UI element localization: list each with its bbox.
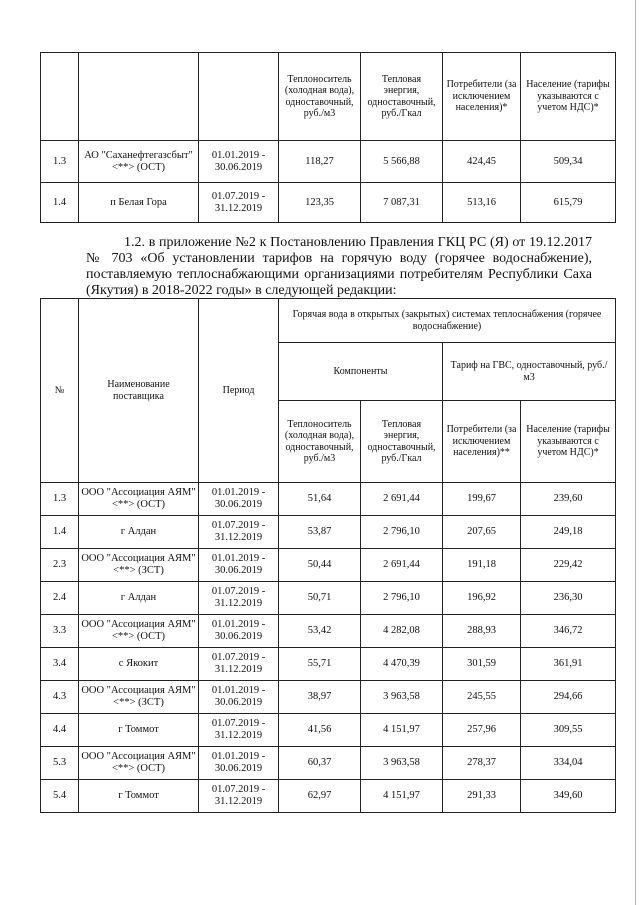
row-number: 5.4	[41, 780, 79, 813]
header-heat-energy: Тепловая энергия, одноставочный, руб./Гкал	[361, 401, 443, 483]
period: 01.07.2019 - 31.12.2019	[199, 714, 279, 747]
consumers-value: 207,65	[443, 516, 521, 549]
table-row	[41, 648, 616, 681]
period: 01.07.2019 - 31.12.2019	[199, 516, 279, 549]
period: 01.01.2019 - 30.06.2019	[199, 681, 279, 714]
heat-carrier-value: 55,71	[279, 648, 361, 681]
heat-carrier-value: 50,44	[279, 549, 361, 582]
population-value: 361,91	[521, 648, 616, 681]
population-value: 294,66	[521, 681, 616, 714]
period: 01.01.2019 - 30.06.2019	[199, 141, 279, 183]
table1-header-population: Население (тарифы указываются с учетом НДС)*	[521, 53, 616, 141]
population-value: 249,18	[521, 516, 616, 549]
table-row	[41, 615, 616, 648]
row-number: 4.4	[41, 714, 79, 747]
population-value: 509,34	[521, 141, 616, 183]
period: 01.01.2019 - 30.06.2019	[199, 615, 279, 648]
header-heat-carrier: Теплоноситель (холодная вода), одноставочный, руб./м3	[279, 401, 361, 483]
consumers-value: 245,55	[443, 681, 521, 714]
row-number: 5.3	[41, 747, 79, 780]
heat-carrier-value: 41,56	[279, 714, 361, 747]
heat-energy-value: 4 151,97	[361, 714, 443, 747]
table1-header-cell	[41, 53, 79, 141]
heat-energy-value: 3 963,58	[361, 681, 443, 714]
table1-header-consumers: Потребители (за исключением населения)*	[443, 53, 521, 141]
hot-water-tariff-table	[40, 298, 616, 813]
period: 01.07.2019 - 31.12.2019	[199, 780, 279, 813]
table-row	[41, 714, 616, 747]
supplier-name: п Белая Гора	[79, 183, 199, 223]
population-value: 334,04	[521, 747, 616, 780]
table1-header-cell	[199, 53, 279, 141]
population-value: 239,60	[521, 483, 616, 516]
heat-carrier-value: 60,37	[279, 747, 361, 780]
supplier-name: ООО "Ассоциация АЯМ" <**> (ЗСТ)	[79, 681, 199, 714]
heat-energy-value: 7 087,31	[361, 183, 443, 223]
heat-energy-value: 2 796,10	[361, 516, 443, 549]
table2-body	[41, 483, 616, 813]
table1-header-heat-energy: Тепловая энергия, одноставочный, руб./Гкал	[361, 53, 443, 141]
consumers-value: 424,45	[443, 141, 521, 183]
table-row	[41, 516, 616, 549]
supplier-name: АО "Саханефтегазсбыт" <**> (ОСТ)	[79, 141, 199, 183]
header-consumers: Потребители (за исключением населения)**	[443, 401, 521, 483]
consumers-value: 291,33	[443, 780, 521, 813]
header-tariff: Тариф на ГВС, одноставочный, руб./м3	[443, 343, 616, 401]
table-row	[41, 780, 616, 813]
table2-header-row	[41, 299, 616, 343]
consumers-value: 191,18	[443, 549, 521, 582]
scan-edge-line	[635, 0, 636, 905]
population-value: 229,42	[521, 549, 616, 582]
consumers-value: 301,59	[443, 648, 521, 681]
population-value: 615,79	[521, 183, 616, 223]
heat-carrier-value: 53,87	[279, 516, 361, 549]
table1-header-row	[41, 53, 616, 141]
table-row	[41, 549, 616, 582]
table-row	[41, 582, 616, 615]
supplier-name: г Томмот	[79, 714, 199, 747]
period: 01.07.2019 - 31.12.2019	[199, 183, 279, 223]
table-row	[41, 483, 616, 516]
heat-energy-value: 2 796,10	[361, 582, 443, 615]
table-row	[41, 141, 616, 183]
paragraph-text: 1.2. в приложение №2 к Постановлению Правления ГКЦ РС (Я) от 19.12.2017 № 703 «Об установлении тарифов на горячую воду (горячее водоснабжение), поставляемую теплоснабжающими организациями потребителям Республики Саха (Якутия) в 2018-2022 годы» в следующей редакции:	[86, 235, 592, 298]
heat-carrier-value: 123,35	[279, 183, 361, 223]
population-value: 236,30	[521, 582, 616, 615]
heat-energy-value: 5 566,88	[361, 141, 443, 183]
heat-carrier-value: 118,27	[279, 141, 361, 183]
row-number: 3.3	[41, 615, 79, 648]
period: 01.07.2019 - 31.12.2019	[199, 582, 279, 615]
header-population: Население (тарифы указываются с учетом НДС)*	[521, 401, 616, 483]
heat-carrier-value: 53,42	[279, 615, 361, 648]
table-row	[41, 681, 616, 714]
heat-energy-value: 4 470,39	[361, 648, 443, 681]
header-components: Компоненты	[279, 343, 443, 401]
tariff-table-continued	[40, 52, 616, 223]
header-period: Период	[199, 299, 279, 483]
consumers-value: 278,37	[443, 747, 521, 780]
consumers-value: 513,16	[443, 183, 521, 223]
heat-energy-value: 4 151,97	[361, 780, 443, 813]
header-supplier: Наименование поставщика	[79, 299, 199, 483]
header-number: №	[41, 299, 79, 483]
row-number: 1.4	[41, 183, 79, 223]
supplier-name: с Якокит	[79, 648, 199, 681]
table1-header-heat-carrier: Теплоноситель (холодная вода), одноставочный, руб./м3	[279, 53, 361, 141]
row-number: 1.3	[41, 141, 79, 183]
consumers-value: 199,67	[443, 483, 521, 516]
consumers-value: 196,92	[443, 582, 521, 615]
row-number: 2.3	[41, 549, 79, 582]
heat-carrier-value: 50,71	[279, 582, 361, 615]
population-value: 309,55	[521, 714, 616, 747]
heat-energy-value: 2 691,44	[361, 549, 443, 582]
table1-header-cell	[79, 53, 199, 141]
table-row	[41, 183, 616, 223]
supplier-name: г Алдан	[79, 516, 199, 549]
heat-energy-value: 4 282,08	[361, 615, 443, 648]
period: 01.01.2019 - 30.06.2019	[199, 549, 279, 582]
heat-carrier-value: 38,97	[279, 681, 361, 714]
row-number: 1.3	[41, 483, 79, 516]
row-number: 2.4	[41, 582, 79, 615]
supplier-name: ООО "Ассоциация АЯМ" <**> (ОСТ)	[79, 615, 199, 648]
heat-carrier-value: 51,64	[279, 483, 361, 516]
population-value: 349,60	[521, 780, 616, 813]
period: 01.07.2019 - 31.12.2019	[199, 648, 279, 681]
consumers-value: 257,96	[443, 714, 521, 747]
amendment-paragraph	[86, 235, 592, 299]
header-hot-water-group: Горячая вода в открытых (закрытых) системах теплоснабжения (горячее водоснабжение)	[279, 299, 616, 343]
row-number: 1.4	[41, 516, 79, 549]
supplier-name: г Алдан	[79, 582, 199, 615]
period: 01.01.2019 - 30.06.2019	[199, 747, 279, 780]
supplier-name: г Томмот	[79, 780, 199, 813]
row-number: 3.4	[41, 648, 79, 681]
heat-energy-value: 3 963,58	[361, 747, 443, 780]
population-value: 346,72	[521, 615, 616, 648]
period: 01.01.2019 - 30.06.2019	[199, 483, 279, 516]
supplier-name: ООО "Ассоциация АЯМ" <**> (ЗСТ)	[79, 549, 199, 582]
table-row	[41, 747, 616, 780]
supplier-name: ООО "Ассоциация АЯМ" <**> (ОСТ)	[79, 747, 199, 780]
heat-energy-value: 2 691,44	[361, 483, 443, 516]
supplier-name: ООО "Ассоциация АЯМ" <**> (ОСТ)	[79, 483, 199, 516]
heat-carrier-value: 62,97	[279, 780, 361, 813]
consumers-value: 288,93	[443, 615, 521, 648]
row-number: 4.3	[41, 681, 79, 714]
